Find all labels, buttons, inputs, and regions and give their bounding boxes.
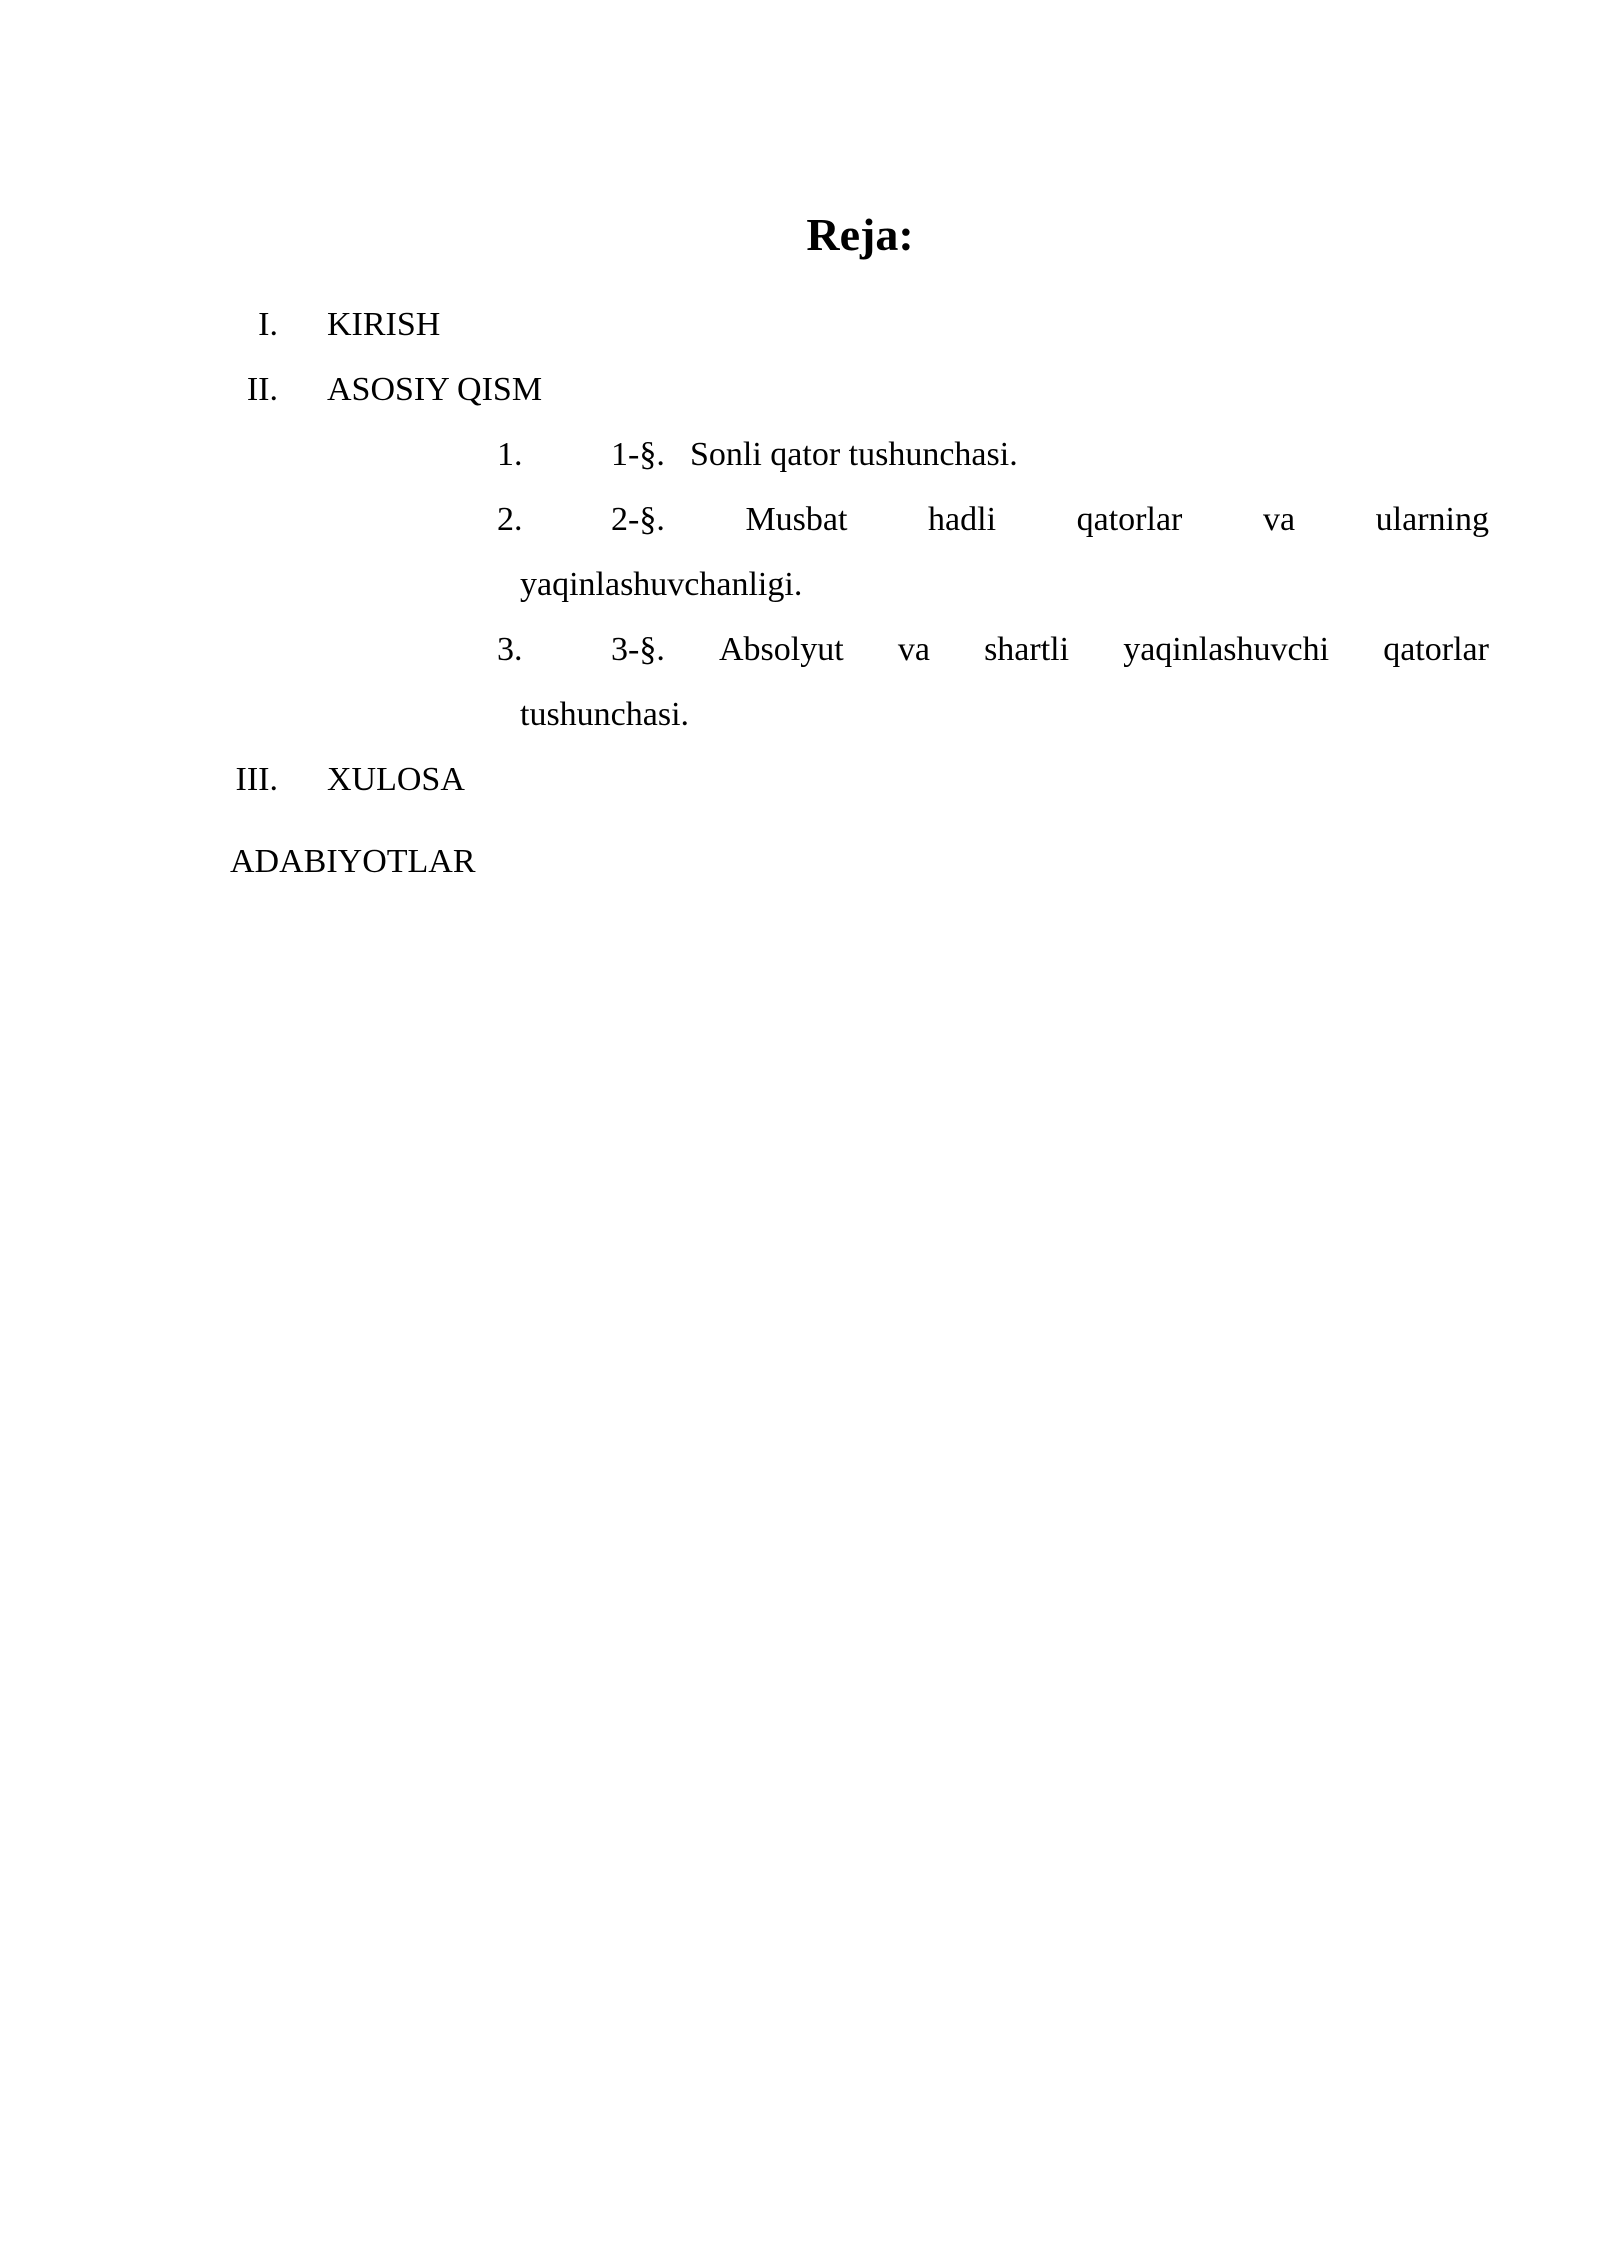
- subsection-word: 2-§.: [611, 501, 665, 538]
- subsection-text-line: [611, 500, 1489, 540]
- subsection-para-mark: 1-§.: [611, 436, 665, 473]
- subsection-word: Absolyut: [718, 631, 844, 668]
- section-label-kirish: KIRISH: [327, 306, 441, 343]
- section-label-xulosa: XULOSA: [327, 761, 465, 798]
- page-title: Reja:: [806, 209, 914, 260]
- section-numeral: II.: [246, 371, 278, 408]
- subsection-word: Musbat: [745, 501, 848, 538]
- section-numeral: III.: [235, 761, 278, 798]
- references-heading: ADABIYOTLAR: [230, 843, 476, 880]
- section-label-asosiy-qism: ASOSIY QISM: [327, 371, 543, 408]
- subsection-number: 1.: [497, 436, 523, 473]
- subsection-word: yaqinlashuvchi: [1123, 631, 1330, 668]
- subsection-word: va: [1262, 501, 1296, 538]
- subsection-word: qatorlar: [1076, 501, 1183, 538]
- subsection-word: qatorlar: [1383, 631, 1489, 668]
- subsection-text-continuation: tushunchasi.: [520, 696, 690, 733]
- subsection-number: 2.: [497, 501, 523, 538]
- subsection-text-continuation: yaqinlashuvchanligi.: [520, 566, 803, 603]
- subsection-number: 3.: [497, 631, 523, 668]
- subsection-word: shartli: [984, 631, 1070, 668]
- subsection-word: ularning: [1375, 501, 1489, 538]
- subsection-word: va: [897, 631, 930, 668]
- section-numeral: I.: [258, 306, 278, 343]
- subsection-word: 3-§.: [611, 631, 665, 668]
- subsection-text-line: [611, 630, 1489, 670]
- subsection-word: hadli: [928, 501, 997, 538]
- subsection-text: Sonli qator tushunchasi.: [690, 436, 1018, 473]
